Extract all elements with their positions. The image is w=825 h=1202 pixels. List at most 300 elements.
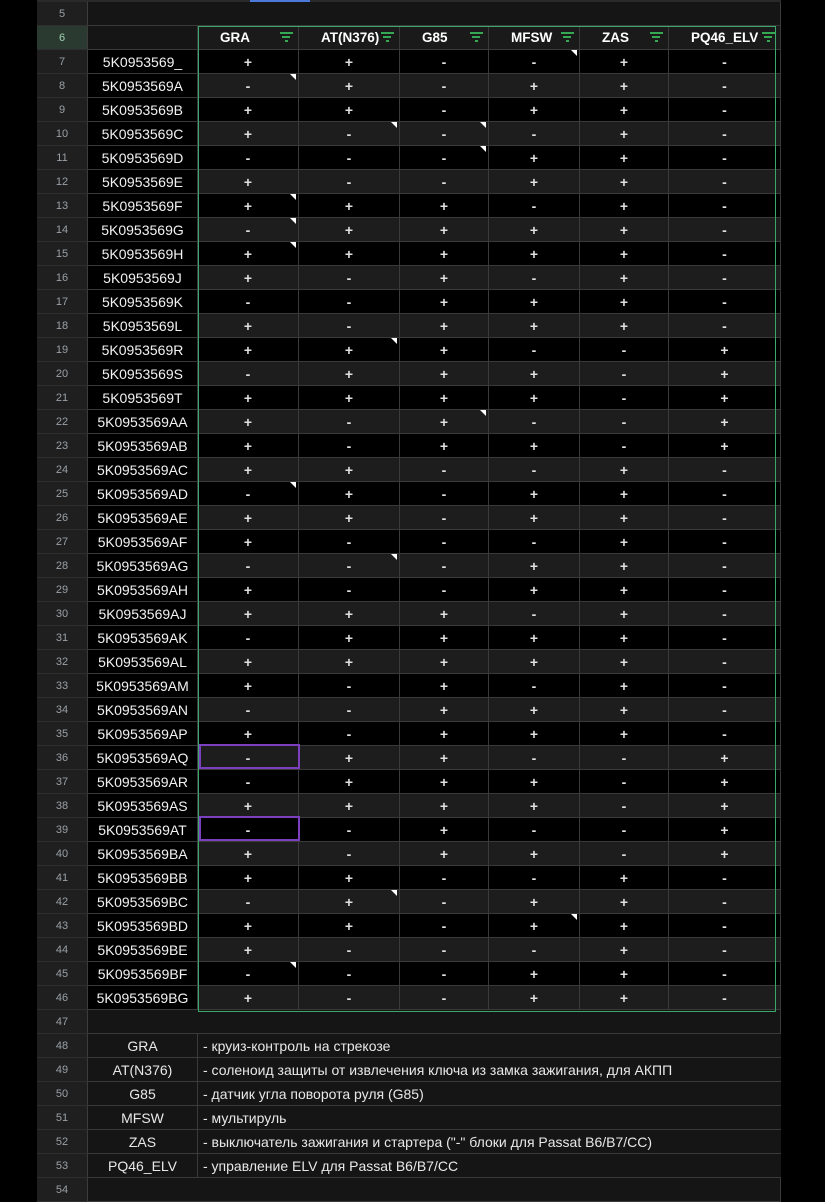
feature-value-cell[interactable] bbox=[489, 74, 580, 98]
part-code-cell[interactable]: 5K0953569BD bbox=[88, 914, 198, 938]
feature-value-cell[interactable] bbox=[400, 650, 489, 674]
feature-value-cell[interactable] bbox=[299, 242, 400, 266]
legend-abbreviation[interactable]: AT(N376) bbox=[88, 1058, 198, 1082]
part-code-cell[interactable]: 5K0953569AC bbox=[88, 458, 198, 482]
part-code-cell[interactable]: 5K0953569BE bbox=[88, 938, 198, 962]
feature-value-cell[interactable] bbox=[299, 170, 400, 194]
feature-value-cell[interactable] bbox=[299, 410, 400, 434]
comment-marker-icon[interactable] bbox=[571, 50, 577, 56]
part-code-cell[interactable]: 5K0953569D bbox=[88, 146, 198, 170]
legend-abbreviation[interactable]: G85 bbox=[88, 1082, 198, 1106]
feature-value-cell[interactable] bbox=[669, 746, 781, 770]
feature-value-cell[interactable] bbox=[299, 578, 400, 602]
row-number[interactable]: 23 bbox=[37, 434, 88, 458]
feature-value-cell[interactable] bbox=[400, 602, 489, 626]
feature-value-cell[interactable] bbox=[299, 98, 400, 122]
row-number[interactable]: 7 bbox=[37, 50, 88, 74]
feature-value-cell[interactable] bbox=[299, 938, 400, 962]
header-code-cell[interactable] bbox=[88, 26, 198, 50]
feature-value-cell[interactable] bbox=[198, 194, 299, 218]
feature-value-cell[interactable] bbox=[198, 818, 299, 842]
feature-value-cell[interactable] bbox=[580, 770, 669, 794]
feature-value-cell[interactable] bbox=[198, 506, 299, 530]
feature-value-cell[interactable] bbox=[669, 74, 781, 98]
feature-value-cell[interactable] bbox=[489, 242, 580, 266]
feature-value-cell[interactable] bbox=[198, 746, 299, 770]
feature-value-cell[interactable] bbox=[669, 578, 781, 602]
feature-value-cell[interactable] bbox=[580, 650, 669, 674]
feature-value-cell[interactable] bbox=[669, 362, 781, 386]
feature-value-cell[interactable] bbox=[299, 698, 400, 722]
feature-value-cell[interactable] bbox=[400, 986, 489, 1010]
feature-value-cell[interactable] bbox=[400, 122, 489, 146]
part-code-cell[interactable]: 5K0953569L bbox=[88, 314, 198, 338]
feature-value-cell[interactable] bbox=[669, 818, 781, 842]
feature-value-cell[interactable] bbox=[489, 986, 580, 1010]
feature-value-cell[interactable] bbox=[580, 434, 669, 458]
feature-value-cell[interactable] bbox=[669, 650, 781, 674]
column-header[interactable] bbox=[400, 26, 489, 50]
feature-value-cell[interactable] bbox=[669, 770, 781, 794]
feature-value-cell[interactable] bbox=[198, 866, 299, 890]
legend-description[interactable]: - соленоид защиты от извлечения ключа из замка зажигания, для АКПП bbox=[198, 1058, 781, 1082]
feature-value-cell[interactable] bbox=[299, 362, 400, 386]
feature-value-cell[interactable] bbox=[580, 146, 669, 170]
feature-value-cell[interactable] bbox=[489, 218, 580, 242]
feature-value-cell[interactable] bbox=[198, 722, 299, 746]
part-code-cell[interactable]: 5K0953569F bbox=[88, 194, 198, 218]
feature-value-cell[interactable] bbox=[198, 794, 299, 818]
feature-value-cell[interactable] bbox=[580, 794, 669, 818]
row-number[interactable]: 35 bbox=[37, 722, 88, 746]
feature-value-cell[interactable] bbox=[489, 626, 580, 650]
feature-value-cell[interactable] bbox=[400, 890, 489, 914]
feature-value-cell[interactable] bbox=[489, 578, 580, 602]
part-code-cell[interactable]: 5K0953569AB bbox=[88, 434, 198, 458]
part-code-cell[interactable]: 5K0953569AH bbox=[88, 578, 198, 602]
feature-value-cell[interactable] bbox=[489, 746, 580, 770]
feature-value-cell[interactable] bbox=[580, 314, 669, 338]
feature-value-cell[interactable] bbox=[669, 50, 781, 74]
feature-value-cell[interactable] bbox=[299, 842, 400, 866]
feature-value-cell[interactable] bbox=[198, 266, 299, 290]
feature-value-cell[interactable] bbox=[400, 434, 489, 458]
row-number[interactable]: 32 bbox=[37, 650, 88, 674]
comment-marker-icon[interactable] bbox=[480, 146, 486, 152]
filter-icon[interactable] bbox=[560, 32, 574, 44]
comment-marker-icon[interactable] bbox=[391, 554, 397, 560]
feature-value-cell[interactable] bbox=[489, 506, 580, 530]
feature-value-cell[interactable] bbox=[580, 290, 669, 314]
feature-value-cell[interactable] bbox=[489, 722, 580, 746]
feature-value-cell[interactable] bbox=[669, 626, 781, 650]
row-number[interactable]: 43 bbox=[37, 914, 88, 938]
feature-value-cell[interactable] bbox=[400, 578, 489, 602]
comment-marker-icon[interactable] bbox=[290, 242, 296, 248]
feature-value-cell[interactable] bbox=[198, 842, 299, 866]
row-number[interactable]: 34 bbox=[37, 698, 88, 722]
feature-value-cell[interactable] bbox=[669, 962, 781, 986]
row-number[interactable]: 41 bbox=[37, 866, 88, 890]
row-number[interactable]: 18 bbox=[37, 314, 88, 338]
row-number[interactable]: 17 bbox=[37, 290, 88, 314]
legend-description[interactable]: - мультируль bbox=[198, 1106, 781, 1130]
feature-value-cell[interactable] bbox=[400, 218, 489, 242]
part-code-cell[interactable]: 5K0953569BB bbox=[88, 866, 198, 890]
row-number[interactable]: 36 bbox=[37, 746, 88, 770]
feature-value-cell[interactable] bbox=[299, 482, 400, 506]
row-number[interactable]: 52 bbox=[37, 1130, 88, 1154]
feature-value-cell[interactable] bbox=[400, 626, 489, 650]
feature-value-cell[interactable] bbox=[580, 818, 669, 842]
feature-value-cell[interactable] bbox=[669, 170, 781, 194]
feature-value-cell[interactable] bbox=[400, 386, 489, 410]
row-number[interactable]: 19 bbox=[37, 338, 88, 362]
feature-value-cell[interactable] bbox=[580, 218, 669, 242]
feature-value-cell[interactable] bbox=[580, 74, 669, 98]
legend-abbreviation[interactable]: GRA bbox=[88, 1034, 198, 1058]
legend-description[interactable]: - выключатель зажигания и стартера ("-" блоки для Passat B6/B7/CC) bbox=[198, 1130, 781, 1154]
feature-value-cell[interactable] bbox=[400, 914, 489, 938]
feature-value-cell[interactable] bbox=[489, 314, 580, 338]
feature-value-cell[interactable] bbox=[580, 722, 669, 746]
feature-value-cell[interactable] bbox=[489, 914, 580, 938]
part-code-cell[interactable]: 5K0953569AA bbox=[88, 410, 198, 434]
feature-value-cell[interactable] bbox=[489, 50, 580, 74]
feature-value-cell[interactable] bbox=[580, 938, 669, 962]
feature-value-cell[interactable] bbox=[198, 50, 299, 74]
feature-value-cell[interactable] bbox=[400, 794, 489, 818]
feature-value-cell[interactable] bbox=[489, 890, 580, 914]
feature-value-cell[interactable] bbox=[669, 866, 781, 890]
row-number[interactable]: 12 bbox=[37, 170, 88, 194]
feature-value-cell[interactable] bbox=[400, 938, 489, 962]
feature-value-cell[interactable] bbox=[580, 842, 669, 866]
feature-value-cell[interactable] bbox=[299, 50, 400, 74]
filter-icon[interactable] bbox=[380, 32, 394, 44]
part-code-cell[interactable]: 5K0953569T bbox=[88, 386, 198, 410]
filter-icon[interactable] bbox=[649, 32, 663, 44]
feature-value-cell[interactable] bbox=[489, 122, 580, 146]
row-number[interactable]: 50 bbox=[37, 1082, 88, 1106]
row-number[interactable]: 11 bbox=[37, 146, 88, 170]
feature-value-cell[interactable] bbox=[580, 122, 669, 146]
column-header[interactable] bbox=[489, 26, 580, 50]
feature-value-cell[interactable] bbox=[198, 914, 299, 938]
feature-value-cell[interactable] bbox=[489, 794, 580, 818]
part-code-cell[interactable]: 5K0953569AT bbox=[88, 818, 198, 842]
part-code-cell[interactable]: 5K0953569AR bbox=[88, 770, 198, 794]
feature-value-cell[interactable] bbox=[299, 866, 400, 890]
feature-value-cell[interactable] bbox=[299, 218, 400, 242]
part-code-cell[interactable]: 5K0953569AF bbox=[88, 530, 198, 554]
feature-value-cell[interactable] bbox=[580, 386, 669, 410]
part-code-cell[interactable]: 5K0953569C bbox=[88, 122, 198, 146]
row-number[interactable]: 40 bbox=[37, 842, 88, 866]
feature-value-cell[interactable] bbox=[299, 506, 400, 530]
row-number[interactable]: 48 bbox=[37, 1034, 88, 1058]
feature-value-cell[interactable] bbox=[198, 938, 299, 962]
feature-value-cell[interactable] bbox=[669, 242, 781, 266]
feature-value-cell[interactable] bbox=[489, 482, 580, 506]
part-code-cell[interactable]: 5K0953569BC bbox=[88, 890, 198, 914]
feature-value-cell[interactable] bbox=[299, 290, 400, 314]
feature-value-cell[interactable] bbox=[400, 50, 489, 74]
feature-value-cell[interactable] bbox=[669, 794, 781, 818]
filter-icon[interactable] bbox=[761, 32, 775, 44]
feature-value-cell[interactable] bbox=[198, 122, 299, 146]
row-number[interactable]: 22 bbox=[37, 410, 88, 434]
feature-value-cell[interactable] bbox=[489, 98, 580, 122]
row-number[interactable]: 44 bbox=[37, 938, 88, 962]
part-code-cell[interactable]: 5K0953569AS bbox=[88, 794, 198, 818]
feature-value-cell[interactable] bbox=[299, 626, 400, 650]
feature-value-cell[interactable] bbox=[580, 530, 669, 554]
feature-value-cell[interactable] bbox=[669, 434, 781, 458]
feature-value-cell[interactable] bbox=[400, 482, 489, 506]
feature-value-cell[interactable] bbox=[580, 674, 669, 698]
feature-value-cell[interactable] bbox=[299, 530, 400, 554]
feature-value-cell[interactable] bbox=[580, 242, 669, 266]
feature-value-cell[interactable] bbox=[669, 554, 781, 578]
feature-value-cell[interactable] bbox=[400, 962, 489, 986]
feature-value-cell[interactable] bbox=[400, 554, 489, 578]
feature-value-cell[interactable] bbox=[198, 986, 299, 1010]
comment-marker-icon[interactable] bbox=[290, 194, 296, 200]
feature-value-cell[interactable] bbox=[400, 170, 489, 194]
row-number[interactable]: 33 bbox=[37, 674, 88, 698]
feature-value-cell[interactable] bbox=[669, 146, 781, 170]
feature-value-cell[interactable] bbox=[580, 554, 669, 578]
feature-value-cell[interactable] bbox=[299, 554, 400, 578]
filter-icon[interactable] bbox=[279, 32, 293, 44]
comment-marker-icon[interactable] bbox=[391, 338, 397, 344]
feature-value-cell[interactable] bbox=[669, 674, 781, 698]
feature-value-cell[interactable] bbox=[400, 194, 489, 218]
feature-value-cell[interactable] bbox=[299, 722, 400, 746]
part-code-cell[interactable]: 5K0953569G bbox=[88, 218, 198, 242]
part-code-cell[interactable]: 5K0953569AL bbox=[88, 650, 198, 674]
part-code-cell[interactable]: 5K0953569B bbox=[88, 98, 198, 122]
filter-icon[interactable] bbox=[469, 32, 483, 44]
feature-value-cell[interactable] bbox=[489, 266, 580, 290]
row-number[interactable]: 14 bbox=[37, 218, 88, 242]
row-number[interactable]: 15 bbox=[37, 242, 88, 266]
feature-value-cell[interactable] bbox=[580, 986, 669, 1010]
feature-value-cell[interactable] bbox=[669, 122, 781, 146]
row-number[interactable]: 29 bbox=[37, 578, 88, 602]
feature-value-cell[interactable] bbox=[299, 794, 400, 818]
row-number[interactable]: 26 bbox=[37, 506, 88, 530]
feature-value-cell[interactable] bbox=[299, 122, 400, 146]
feature-value-cell[interactable] bbox=[299, 386, 400, 410]
feature-value-cell[interactable] bbox=[489, 458, 580, 482]
feature-value-cell[interactable] bbox=[489, 554, 580, 578]
feature-value-cell[interactable] bbox=[669, 194, 781, 218]
row-number[interactable]: 28 bbox=[37, 554, 88, 578]
feature-value-cell[interactable] bbox=[198, 362, 299, 386]
feature-value-cell[interactable] bbox=[198, 98, 299, 122]
feature-value-cell[interactable] bbox=[400, 338, 489, 362]
part-code-cell[interactable]: 5K0953569_ bbox=[88, 50, 198, 74]
feature-value-cell[interactable] bbox=[669, 314, 781, 338]
feature-value-cell[interactable] bbox=[299, 818, 400, 842]
feature-value-cell[interactable] bbox=[669, 890, 781, 914]
feature-value-cell[interactable] bbox=[299, 986, 400, 1010]
feature-value-cell[interactable] bbox=[489, 674, 580, 698]
feature-value-cell[interactable] bbox=[580, 626, 669, 650]
feature-value-cell[interactable] bbox=[580, 578, 669, 602]
feature-value-cell[interactable] bbox=[669, 530, 781, 554]
feature-value-cell[interactable] bbox=[489, 194, 580, 218]
feature-value-cell[interactable] bbox=[580, 194, 669, 218]
feature-value-cell[interactable] bbox=[669, 386, 781, 410]
feature-value-cell[interactable] bbox=[580, 458, 669, 482]
feature-value-cell[interactable] bbox=[299, 146, 400, 170]
feature-value-cell[interactable] bbox=[400, 770, 489, 794]
feature-value-cell[interactable] bbox=[489, 362, 580, 386]
part-code-cell[interactable]: 5K0953569S bbox=[88, 362, 198, 386]
part-code-cell[interactable]: 5K0953569AK bbox=[88, 626, 198, 650]
row-number[interactable]: 25 bbox=[37, 482, 88, 506]
row-number[interactable]: 27 bbox=[37, 530, 88, 554]
feature-value-cell[interactable] bbox=[669, 338, 781, 362]
feature-value-cell[interactable] bbox=[489, 650, 580, 674]
feature-value-cell[interactable] bbox=[400, 746, 489, 770]
legend-abbreviation[interactable]: PQ46_ELV bbox=[88, 1154, 198, 1178]
feature-value-cell[interactable] bbox=[198, 218, 299, 242]
feature-value-cell[interactable] bbox=[669, 410, 781, 434]
feature-value-cell[interactable] bbox=[299, 746, 400, 770]
legend-abbreviation[interactable]: ZAS bbox=[88, 1130, 198, 1154]
feature-value-cell[interactable] bbox=[489, 530, 580, 554]
column-header[interactable] bbox=[669, 26, 781, 50]
feature-value-cell[interactable] bbox=[489, 818, 580, 842]
feature-value-cell[interactable] bbox=[198, 698, 299, 722]
empty-cell[interactable] bbox=[88, 1010, 781, 1034]
feature-value-cell[interactable] bbox=[198, 578, 299, 602]
row-number[interactable]: 42 bbox=[37, 890, 88, 914]
feature-value-cell[interactable] bbox=[198, 602, 299, 626]
part-code-cell[interactable]: 5K0953569BF bbox=[88, 962, 198, 986]
column-header[interactable] bbox=[198, 26, 299, 50]
feature-value-cell[interactable] bbox=[489, 602, 580, 626]
column-header[interactable] bbox=[299, 26, 400, 50]
part-code-cell[interactable]: 5K0953569J bbox=[88, 266, 198, 290]
comment-marker-icon[interactable] bbox=[391, 122, 397, 128]
feature-value-cell[interactable] bbox=[198, 242, 299, 266]
feature-value-cell[interactable] bbox=[198, 674, 299, 698]
feature-value-cell[interactable] bbox=[580, 410, 669, 434]
feature-value-cell[interactable] bbox=[400, 818, 489, 842]
feature-value-cell[interactable] bbox=[198, 962, 299, 986]
row-number[interactable]: 47 bbox=[37, 1010, 88, 1034]
feature-value-cell[interactable] bbox=[669, 482, 781, 506]
part-code-cell[interactable]: 5K0953569AP bbox=[88, 722, 198, 746]
legend-description[interactable]: - круиз-контроль на стрекозе bbox=[198, 1034, 781, 1058]
column-header[interactable] bbox=[580, 26, 669, 50]
feature-value-cell[interactable] bbox=[198, 290, 299, 314]
feature-value-cell[interactable] bbox=[400, 722, 489, 746]
row-number[interactable]: 24 bbox=[37, 458, 88, 482]
comment-marker-icon[interactable] bbox=[290, 74, 296, 80]
feature-value-cell[interactable] bbox=[580, 170, 669, 194]
feature-value-cell[interactable] bbox=[198, 170, 299, 194]
feature-value-cell[interactable] bbox=[400, 146, 489, 170]
feature-value-cell[interactable] bbox=[669, 938, 781, 962]
feature-value-cell[interactable] bbox=[669, 458, 781, 482]
feature-value-cell[interactable] bbox=[198, 890, 299, 914]
feature-value-cell[interactable] bbox=[299, 314, 400, 338]
row-number[interactable]: 53 bbox=[37, 1154, 88, 1178]
row-number[interactable]: 16 bbox=[37, 266, 88, 290]
feature-value-cell[interactable] bbox=[580, 50, 669, 74]
row-number[interactable]: 39 bbox=[37, 818, 88, 842]
row-number[interactable]: 21 bbox=[37, 386, 88, 410]
part-code-cell[interactable]: 5K0953569BG bbox=[88, 986, 198, 1010]
feature-value-cell[interactable] bbox=[198, 770, 299, 794]
feature-value-cell[interactable] bbox=[580, 866, 669, 890]
feature-value-cell[interactable] bbox=[299, 914, 400, 938]
feature-value-cell[interactable] bbox=[400, 506, 489, 530]
feature-value-cell[interactable] bbox=[198, 338, 299, 362]
comment-marker-icon[interactable] bbox=[290, 482, 296, 488]
comment-marker-icon[interactable] bbox=[290, 962, 296, 968]
feature-value-cell[interactable] bbox=[400, 74, 489, 98]
feature-value-cell[interactable] bbox=[400, 410, 489, 434]
feature-value-cell[interactable] bbox=[198, 434, 299, 458]
feature-value-cell[interactable] bbox=[198, 554, 299, 578]
feature-value-cell[interactable] bbox=[400, 674, 489, 698]
feature-value-cell[interactable] bbox=[198, 626, 299, 650]
row-number[interactable]: 20 bbox=[37, 362, 88, 386]
feature-value-cell[interactable] bbox=[669, 218, 781, 242]
part-code-cell[interactable]: 5K0953569R bbox=[88, 338, 198, 362]
comment-marker-icon[interactable] bbox=[480, 122, 486, 128]
feature-value-cell[interactable] bbox=[400, 866, 489, 890]
feature-value-cell[interactable] bbox=[669, 842, 781, 866]
feature-value-cell[interactable] bbox=[400, 290, 489, 314]
feature-value-cell[interactable] bbox=[580, 890, 669, 914]
comment-marker-icon[interactable] bbox=[290, 218, 296, 224]
feature-value-cell[interactable] bbox=[669, 722, 781, 746]
legend-description[interactable]: - управление ELV для Passat B6/B7/CC bbox=[198, 1154, 781, 1178]
row-number[interactable]: 30 bbox=[37, 602, 88, 626]
feature-value-cell[interactable] bbox=[299, 770, 400, 794]
feature-value-cell[interactable] bbox=[489, 386, 580, 410]
part-code-cell[interactable]: 5K0953569E bbox=[88, 170, 198, 194]
row-number[interactable]: 46 bbox=[37, 986, 88, 1010]
empty-cell[interactable] bbox=[88, 2, 781, 26]
row-number[interactable]: 31 bbox=[37, 626, 88, 650]
feature-value-cell[interactable] bbox=[198, 650, 299, 674]
row-number[interactable]: 9 bbox=[37, 98, 88, 122]
legend-description[interactable]: - датчик угла поворота руля (G85) bbox=[198, 1082, 781, 1106]
feature-value-cell[interactable] bbox=[299, 674, 400, 698]
feature-value-cell[interactable] bbox=[400, 362, 489, 386]
feature-value-cell[interactable] bbox=[489, 698, 580, 722]
comment-marker-icon[interactable] bbox=[480, 410, 486, 416]
feature-value-cell[interactable] bbox=[580, 362, 669, 386]
comment-marker-icon[interactable] bbox=[571, 914, 577, 920]
row-number[interactable]: 38 bbox=[37, 794, 88, 818]
feature-value-cell[interactable] bbox=[299, 458, 400, 482]
part-code-cell[interactable]: 5K0953569K bbox=[88, 290, 198, 314]
row-number[interactable]: 8 bbox=[37, 74, 88, 98]
part-code-cell[interactable]: 5K0953569AM bbox=[88, 674, 198, 698]
row-number[interactable]: 5 bbox=[37, 2, 88, 26]
feature-value-cell[interactable] bbox=[580, 506, 669, 530]
